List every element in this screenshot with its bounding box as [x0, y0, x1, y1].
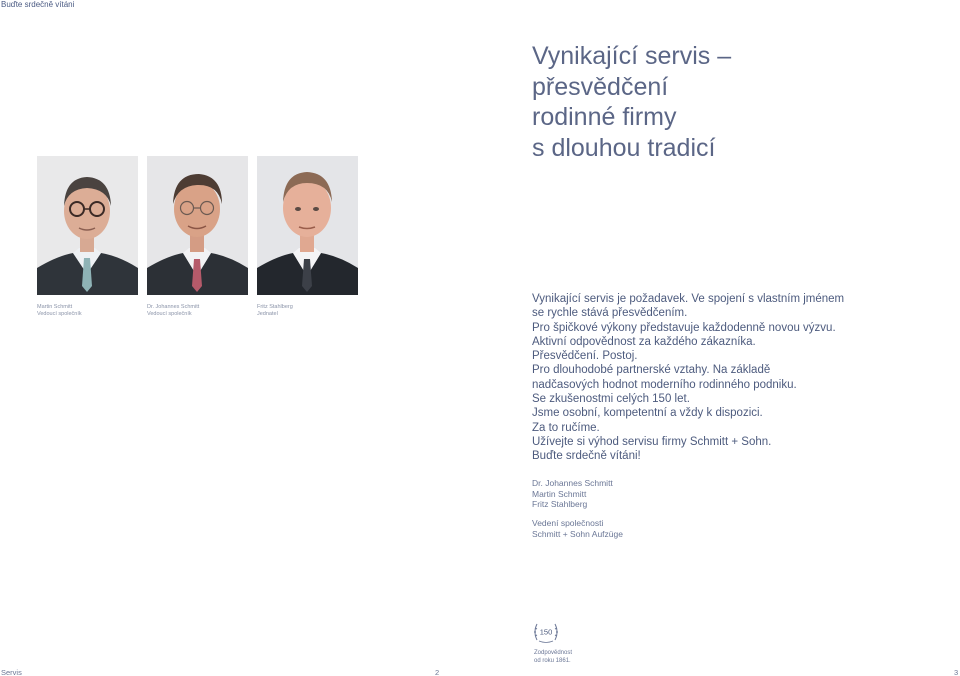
page-header-title: Buďte srdečně vítáni [1, 0, 75, 9]
signature-company [532, 518, 623, 539]
footer-section-label: Servis [1, 668, 22, 676]
company-line: Vedení společnosti [532, 518, 604, 528]
signature-name: Fritz Stahlberg [532, 499, 588, 509]
headline-line: rodinné firmy [532, 103, 677, 131]
signature-name: Martin Schmitt [532, 488, 587, 499]
body-line: Pro dlouhodobé partnerské vztahy. Na základě [532, 364, 771, 377]
portrait-role: Vedoucí společník [37, 311, 82, 317]
body-line: Buďte srdečně vítáni! [532, 450, 641, 463]
portrait-image [257, 156, 358, 295]
footer-page-number-right: 3 [954, 668, 959, 676]
signature-name: Dr. Johannes Schmitt [532, 478, 613, 488]
headline-line: s dlouhou tradicí [532, 133, 716, 162]
portrait-johannes-schmitt [147, 156, 248, 295]
portrait-martin-schmitt [37, 156, 138, 295]
headline-line: Vynikající servis – [532, 42, 732, 70]
portrait-name: Martin Schmitt [37, 304, 73, 310]
body-line: nadčasových hodnot moderního rodinného podniku. [532, 378, 797, 391]
body-line: Užívejte si výhod servisu firmy Schmitt + Sohn. [532, 435, 772, 448]
portrait-caption [147, 304, 247, 318]
portrait-caption [37, 304, 137, 318]
company-line: Schmitt + Sohn Aufzüge [532, 528, 623, 539]
body-line: Se zkušenostmi celých 150 let. [532, 393, 690, 406]
seal-caption-line: Zodpovědnost [534, 650, 573, 656]
portrait-role: Vedoucí společník [147, 311, 192, 317]
portrait-caption [257, 304, 357, 318]
anniversary-seal-icon [532, 620, 560, 644]
body-line: Pro špičkové výkony představuje každodenně novou výzvu. [532, 321, 836, 334]
seal-caption-line: od roku 1861. [534, 657, 571, 664]
body-line: Vynikající servis je požadavek. Ve spojení s vlastním jménem [532, 293, 845, 305]
signature-names [532, 478, 613, 510]
headline-line: přesvědčení [532, 72, 669, 101]
portrait-name: Fritz Stahlberg [257, 304, 293, 310]
footer-page-number-left: 2 [435, 668, 440, 676]
portrait-name: Dr. Johannes Schmitt [147, 304, 200, 310]
seal-caption [534, 650, 572, 665]
portrait-role: Jednatel [257, 311, 278, 317]
portrait-image [147, 156, 248, 295]
seal-number: 150 [539, 627, 553, 637]
body-line: Přesvědčení. Postoj. [532, 350, 638, 363]
portrait-fritz-stahlberg [257, 156, 358, 295]
page-headline [532, 41, 932, 163]
portrait-image [37, 156, 138, 295]
body-paragraph [532, 292, 952, 464]
body-line: Za to ručíme. [532, 421, 600, 434]
body-line: se rychle stává přesvědčením. [532, 307, 688, 320]
body-line: Aktivní odpovědnost za každého zákazníka. [532, 335, 756, 348]
body-line: Jsme osobní, kompetentní a vždy k dispozici. [532, 407, 763, 420]
